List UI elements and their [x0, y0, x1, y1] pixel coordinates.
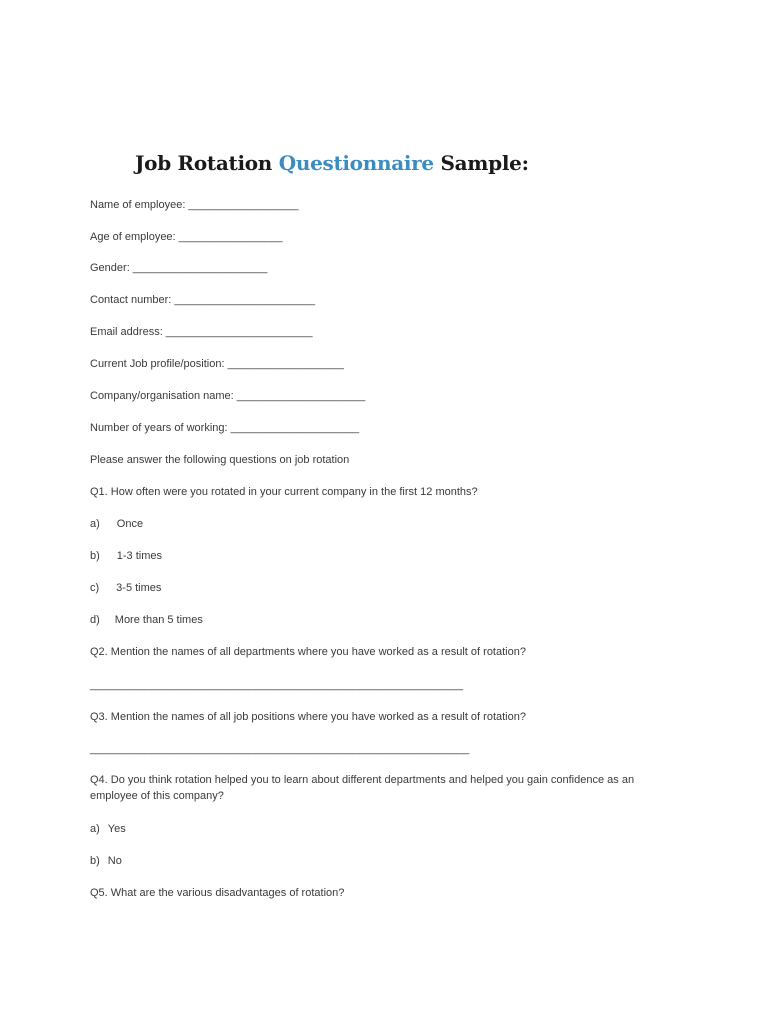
title-part-3: Sample:	[440, 151, 529, 175]
q4-option-b	[90, 853, 122, 869]
question-1: Q1. How often were you rotated in your current company in the first 12 months?	[90, 486, 478, 498]
title-accent-word: Questionnaire	[278, 151, 434, 175]
field-company-name: Company/organisation name: _____________________	[90, 390, 366, 402]
q1-option-c	[90, 580, 161, 596]
field-name-of-employee: Name of employee: __________________	[90, 199, 299, 211]
q1-option-b	[90, 548, 162, 564]
q3-answer-blank: ______________________________________________________________	[90, 743, 470, 755]
option-text: Once	[116, 518, 144, 530]
option-letter: b)	[90, 550, 100, 562]
question-2: Q2. Mention the names of all departments where you have worked as a result of rotation?	[90, 646, 526, 658]
q1-option-d	[90, 612, 203, 628]
option-text: More than 5 times	[114, 614, 203, 626]
option-letter: a)	[90, 518, 100, 530]
field-years-of-working: Number of years of working: _____________________	[90, 422, 360, 434]
option-text: 3-5 times	[116, 582, 162, 594]
option-letter: b)	[90, 855, 100, 867]
title-part-1: Job Rotation	[135, 151, 273, 175]
questions-intro: Please answer the following questions on job rotation	[90, 454, 350, 466]
q4-option-a	[90, 821, 126, 837]
option-letter: d)	[90, 614, 100, 626]
option-text: Yes	[107, 823, 126, 835]
field-current-job-profile: Current Job profile/position: ___________________	[90, 358, 344, 370]
option-letter: a)	[90, 823, 100, 835]
page-title	[135, 151, 529, 175]
field-gender: Gender: ______________________	[90, 262, 268, 274]
question-4: Q4. Do you think rotation helped you to learn about different departments and helped you gain confidence as an employee of this company?	[90, 774, 635, 802]
question-5: Q5. What are the various disadvantages of rotation?	[90, 887, 345, 899]
option-letter: c)	[90, 582, 100, 594]
question-3: Q3. Mention the names of all job positions where you have worked as a result of rotation?	[90, 711, 526, 723]
field-email-address: Email address: ________________________	[90, 326, 313, 338]
q2-answer-blank: _____________________________________________________________	[90, 679, 464, 691]
option-text: 1-3 times	[116, 550, 163, 562]
field-contact-number: Contact number: _______________________	[90, 294, 316, 306]
q1-option-a	[90, 516, 143, 532]
option-text: No	[107, 855, 122, 867]
field-age-of-employee: Age of employee: _________________	[90, 231, 283, 243]
